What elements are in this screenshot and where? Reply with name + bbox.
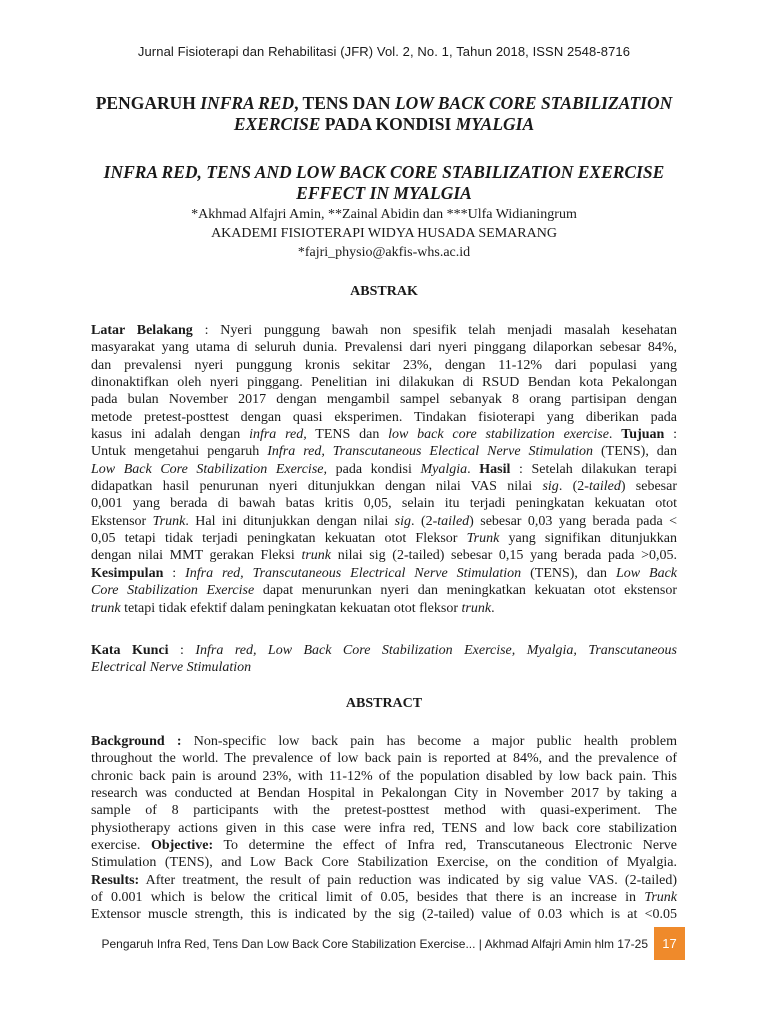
text-run: Trunk — [152, 513, 186, 529]
text-run: Infra red, Transcutaneous Electrical Nerve Stimulation — [185, 565, 522, 581]
keywords-text: Infra red, Low Back Core Stabilization Exercise, Myalgia, Transcutaneous — [195, 643, 677, 658]
text-run: (TENS), dan — [521, 565, 616, 581]
label-kesimpulan: Kesimpulan — [91, 565, 164, 581]
abstrak-heading: ABSTRAK — [350, 284, 418, 299]
page-number-badge: 17 — [654, 927, 685, 960]
text-line — [91, 513, 677, 530]
text-run: pada bulan November 2017 dengan mengambil sampel sebanyak 8 orang partisipan dengan — [91, 392, 677, 408]
title-indonesian — [60, 93, 708, 135]
text-run: research was conducted at Bendan Hospital in Pekalongan City in November 2017 by taking a — [91, 786, 677, 802]
text-line — [91, 659, 677, 676]
text-line — [91, 785, 677, 802]
text-run: To determine the effect of Infra red, Transcutaneous Electronic Nerve — [213, 838, 677, 854]
text-run: Ekstensor — [91, 513, 153, 529]
text-run: dinonaktifkan oleh nyeri pinggang. Penelitian ini dilakukan di RSUD Bendan kota Pekalongan — [91, 375, 677, 391]
text-line — [91, 768, 677, 785]
abstract-paragraph — [91, 733, 677, 924]
text-run: TENS dan — [306, 427, 389, 443]
text-run: masyarakat yang utama di seluruh dunia. Prevalensi dari nyeri pinggang dilaporkan sebesar 84%, — [91, 340, 677, 356]
text-run: of 0.001 which is below the critical limit of 0.05, besides that there is an increase in — [91, 890, 645, 906]
keywords-block — [91, 642, 677, 677]
label-results: Results: — [91, 872, 140, 888]
author-names: *Akhmad Alfajri Amin, **Zainal Abidin dan ***Ulfa Widianingrum — [191, 207, 577, 222]
text-line — [91, 339, 677, 356]
text-run: exercise. — [91, 838, 151, 854]
title-id-part: MYALGIA — [455, 114, 535, 134]
text-run: Trunk — [644, 890, 677, 906]
title-id-part: EXERCISE — [233, 114, 321, 134]
text-run: physiotherapy actions given in this case were infra red, TENS and low back core stabilization — [91, 820, 677, 836]
text-run: tailed — [588, 479, 621, 495]
text-run: sig — [542, 479, 559, 495]
text-line — [91, 391, 677, 408]
label-hasil: Hasil — [479, 461, 511, 477]
text-run: yang signifikan ditunjukkan — [499, 531, 677, 547]
text-line — [91, 733, 677, 750]
text-line — [91, 906, 677, 923]
text-line — [91, 582, 677, 599]
text-run: dan prevalensi nyeri punggung kronis sekitar 23%, dengan 11-12% dari populasi yang — [91, 357, 677, 373]
text-run: infra red, — [249, 427, 307, 443]
text-line — [91, 820, 677, 837]
text-run: Low Back — [615, 565, 678, 581]
text-run: Untuk mengetahui pengaruh — [91, 444, 268, 460]
text-line — [91, 530, 677, 547]
text-run: Nyeri punggung bawah non spesifik telah menjadi masalah kesehatan — [220, 323, 677, 338]
label-kata-kunci: Kata Kunci — [91, 643, 169, 658]
title-en-line: EFFECT IN MYALGIA — [296, 183, 472, 203]
text-line — [91, 357, 677, 374]
text-run: 0,001 yang berada di bawah batas kritis 0,05, selain itu terjadi peningkatan kekuatan otot — [91, 496, 677, 512]
text-run: trunk — [301, 548, 332, 564]
text-run: ) sebesar 0,03 yang berada pada < — [469, 513, 678, 529]
label-objective: Objective: — [150, 838, 214, 854]
label-tujuan: Tujuan — [621, 427, 665, 443]
text-line — [91, 642, 677, 659]
abstrak-paragraph — [91, 322, 677, 617]
text-line — [91, 837, 677, 854]
text-run: : Setelah dilakukan terapi — [510, 461, 678, 477]
text-line — [91, 889, 677, 906]
text-run: . (2- — [558, 479, 589, 495]
text-run: Myalgia — [420, 461, 468, 477]
text-run: 0,05 tetapi tidak terjadi peningkatan kekuatan otot Fleksor — [91, 531, 467, 547]
author-institution: AKADEMI FISIOTERAPI WIDYA HUSADA SEMARANG — [211, 226, 557, 241]
keywords-text: Electrical Nerve Stimulation — [91, 660, 252, 676]
text-run: : — [163, 565, 186, 581]
text-run: pada kondisi — [327, 461, 421, 477]
text-run: dapat menurunkan nyeri dan meningkatkan kekuatan otot ekstensor — [254, 583, 677, 599]
title-en-line: INFRA RED, TENS AND LOW BACK CORE STABILIZATION EXERCISE — [103, 162, 665, 182]
text-run: : — [664, 427, 678, 443]
text-run: . (2- — [411, 513, 438, 529]
text-line — [91, 872, 677, 889]
text-run: : — [168, 643, 196, 658]
running-footer: Pengaruh Infra Red, Tens Dan Low Back Core Stabilization Exercise... | Akhmad Alfajri Amin hlm 17-25 — [101, 937, 648, 951]
text-line — [91, 565, 677, 582]
text-run: sig — [394, 513, 412, 529]
text-run: . — [467, 461, 480, 477]
label-background: Background : — [91, 734, 182, 749]
text-run: Non-specific low back pain has become a major public health problem — [181, 734, 677, 749]
text-run: low back core stabilization exercise — [388, 427, 609, 443]
text-run: Trunk — [466, 531, 500, 547]
text-run: metode pretest-posttest dengan quasi eksperimen. Tindakan fisioterapi yang diberikan pada — [91, 409, 677, 425]
title-id-part: LOW BACK CORE STABILIZATION — [394, 93, 673, 113]
text-line — [91, 854, 677, 871]
text-run: : — [192, 323, 221, 338]
text-line — [91, 461, 677, 478]
journal-header: Jurnal Fisioterapi dan Rehabilitasi (JFR) Vol. 2, No. 1, Tahun 2018, ISSN 2548-8716 — [137, 44, 631, 59]
label-latar-belakang: Latar Belakang — [91, 323, 193, 338]
text-run: kasus ini adalah dengan — [91, 427, 250, 443]
title-english — [60, 162, 708, 204]
text-run: ) sebesar — [620, 479, 678, 495]
author-email: *fajri_physio@akfis-whs.ac.id — [297, 245, 471, 260]
title-id-part: PADA KONDISI — [320, 114, 456, 134]
text-line — [91, 495, 677, 512]
text-run: After treatment, the result of pain reduction was indicated by sig value VAS. (2-tailed) — [139, 872, 677, 888]
text-line — [91, 600, 677, 617]
text-run: . Hal ini ditunjukkan dengan nilai — [185, 513, 395, 529]
text-run: didapatkan hasil penurunan nyeri ditunjukkan dengan nilai VAS nilai — [91, 479, 543, 495]
title-id-part: PENGARUH — [95, 93, 201, 113]
title-id-part: INFRA RED — [200, 93, 295, 113]
text-run: sample of 8 participants with the pretest-posttest method with quasi-experiment. The — [91, 803, 677, 819]
text-line — [91, 426, 677, 443]
text-run: . — [608, 427, 622, 443]
title-id-part: , TENS DAN — [294, 93, 395, 113]
text-run: Stimulation (TENS), and Low Back Core Stabilization Exercise, on the condition of Myalgia. — [91, 855, 677, 871]
abstract-heading: ABSTRACT — [345, 696, 423, 711]
text-run: Low Back Core Stabilization Exercise, — [91, 461, 327, 477]
text-run: Extensor muscle strength, this is indicated by the sig (2-tailed) value of 0.03 which is at <0.05 — [91, 907, 677, 923]
text-run: . — [491, 600, 495, 616]
text-run: nilai sig (2-tailed) sebesar 0,15 yang berada pada >0,05. — [331, 548, 677, 564]
text-run: dengan nilai MMT gerakan Fleksi — [91, 548, 302, 564]
text-run: chronic back pain is around 23%, with 11-12% of the population disabled by low back pain. This — [91, 768, 677, 784]
text-run: Core Stabilization Exercise — [91, 583, 255, 599]
text-run: throughout the world. The prevalence of low back pain is reported at 84%, and the prevalence of — [91, 751, 677, 767]
text-line — [91, 322, 677, 339]
author-block — [60, 205, 708, 262]
text-line — [91, 374, 677, 391]
text-run: trunk — [461, 600, 492, 616]
text-line — [91, 478, 677, 495]
text-run: Infra red, Transcutaneous Electical Nerve Stimulation — [267, 444, 594, 460]
text-line — [91, 750, 677, 767]
text-line — [91, 443, 677, 460]
text-run: tetapi tidak efektif dalam peningkatan kekuatan otot fleksor — [120, 600, 462, 616]
text-line — [91, 547, 677, 564]
text-line — [91, 802, 677, 819]
text-line — [91, 409, 677, 426]
text-run: (TENS), dan — [593, 444, 677, 460]
text-run: tailed — [437, 513, 470, 529]
text-run: trunk — [91, 600, 121, 616]
